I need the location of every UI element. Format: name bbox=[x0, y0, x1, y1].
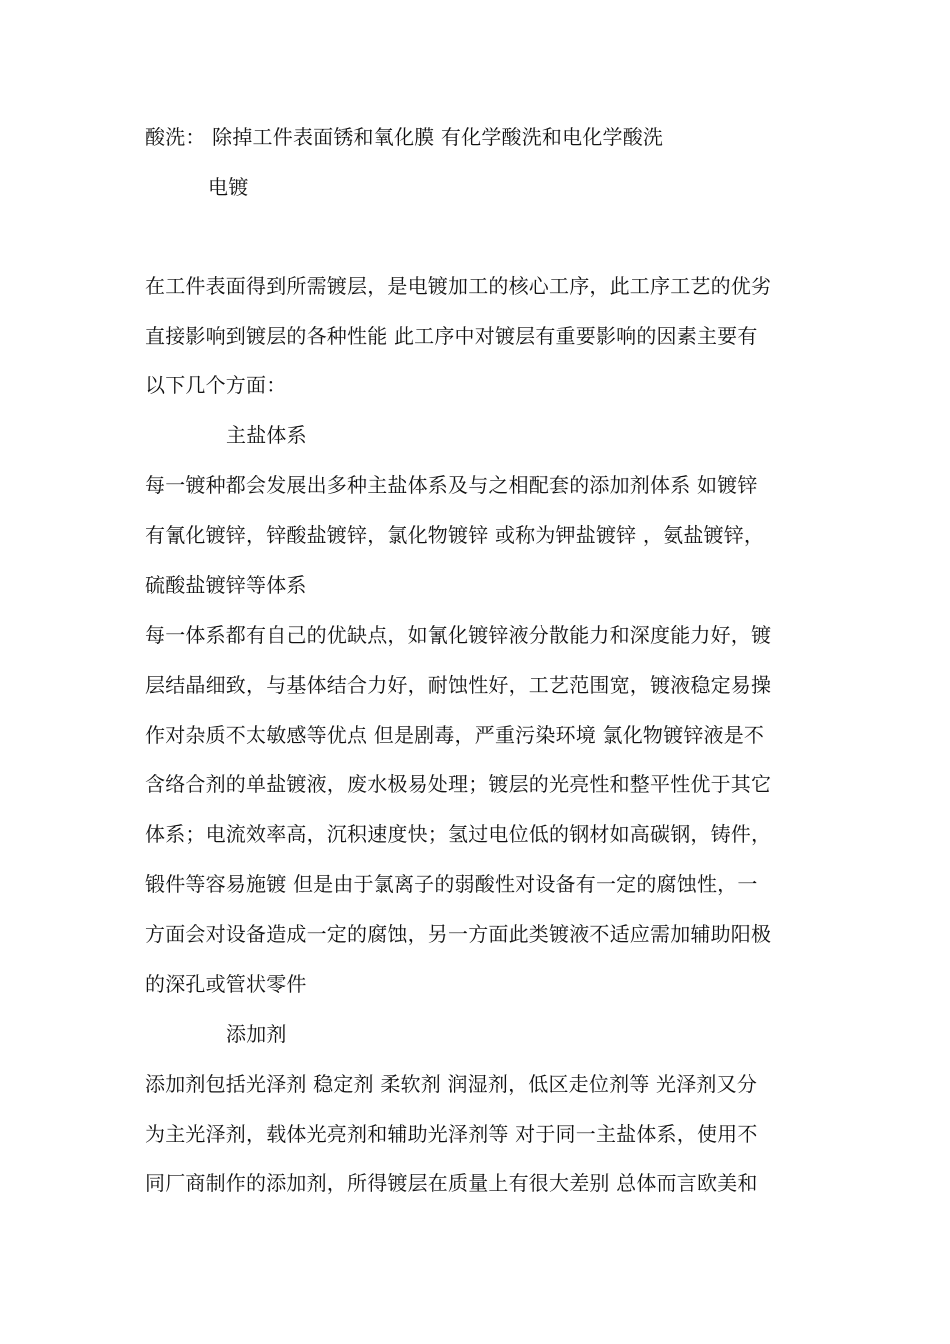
heading-electroplating: 电镀 bbox=[208, 175, 249, 199]
paragraph-line: 方面会对设备造成一定的腐蚀，另一方面此类镀液不适应需加辅助阳极 bbox=[145, 922, 772, 946]
line-pickling: 酸洗： 除掉工件表面锈和氧化膜 有化学酸洗和电化学酸洗 bbox=[145, 125, 664, 149]
paragraph-line: 为主光泽剂，载体光亮剂和辅助光泽剂等 对于同一主盐体系，使用不 bbox=[145, 1122, 758, 1146]
paragraph-line: 含络合剂的单盐镀液，废水极易处理；镀层的光亮性和整平性优于其它 bbox=[145, 772, 772, 796]
paragraph-line: 添加剂包括光泽剂 稳定剂 柔软剂 润湿剂，低区走位剂等 光泽剂又分 bbox=[145, 1072, 758, 1096]
paragraph-line: 以下几个方面： bbox=[145, 373, 287, 397]
paragraph-line: 作对杂质不太敏感等优点 但是剧毒，严重污染环境 氯化物镀锌液是不 bbox=[145, 723, 765, 747]
heading-main-salt-system: 主盐体系 bbox=[226, 423, 307, 447]
paragraph-line: 硫酸盐镀锌等体系 bbox=[145, 573, 307, 597]
paragraph-line: 每一镀种都会发展出多种主盐体系及与之相配套的添加剂体系 如镀锌 bbox=[145, 473, 758, 497]
paragraph-line: 锻件等容易施镀 但是由于氯离子的弱酸性对设备有一定的腐蚀性，一 bbox=[145, 872, 758, 896]
paragraph-line: 体系；电流效率高，沉积速度快；氢过电位低的钢材如高碳钢，铸件， bbox=[145, 822, 772, 846]
paragraph-line: 同厂商制作的添加剂，所得镀层在质量上有很大差别 总体而言欧美和 bbox=[145, 1171, 758, 1195]
paragraph-line: 的深孔或管状零件 bbox=[145, 972, 307, 996]
paragraph-line: 每一体系都有自己的优缺点，如氰化镀锌液分散能力和深度能力好，镀 bbox=[145, 623, 772, 647]
paragraph-line: 在工件表面得到所需镀层，是电镀加工的核心工序，此工序工艺的优劣 bbox=[145, 274, 772, 298]
heading-additives: 添加剂 bbox=[226, 1022, 287, 1046]
paragraph-line: 直接影响到镀层的各种性能 此工序中对镀层有重要影响的因素主要有 bbox=[145, 324, 758, 348]
paragraph-line: 层结晶细致，与基体结合力好，耐蚀性好，工艺范围宽，镀液稳定易操 bbox=[145, 673, 772, 697]
paragraph-line: 有氰化镀锌，锌酸盐镀锌，氯化物镀锌 或称为钾盐镀锌 ，氨盐镀锌， bbox=[145, 523, 765, 547]
